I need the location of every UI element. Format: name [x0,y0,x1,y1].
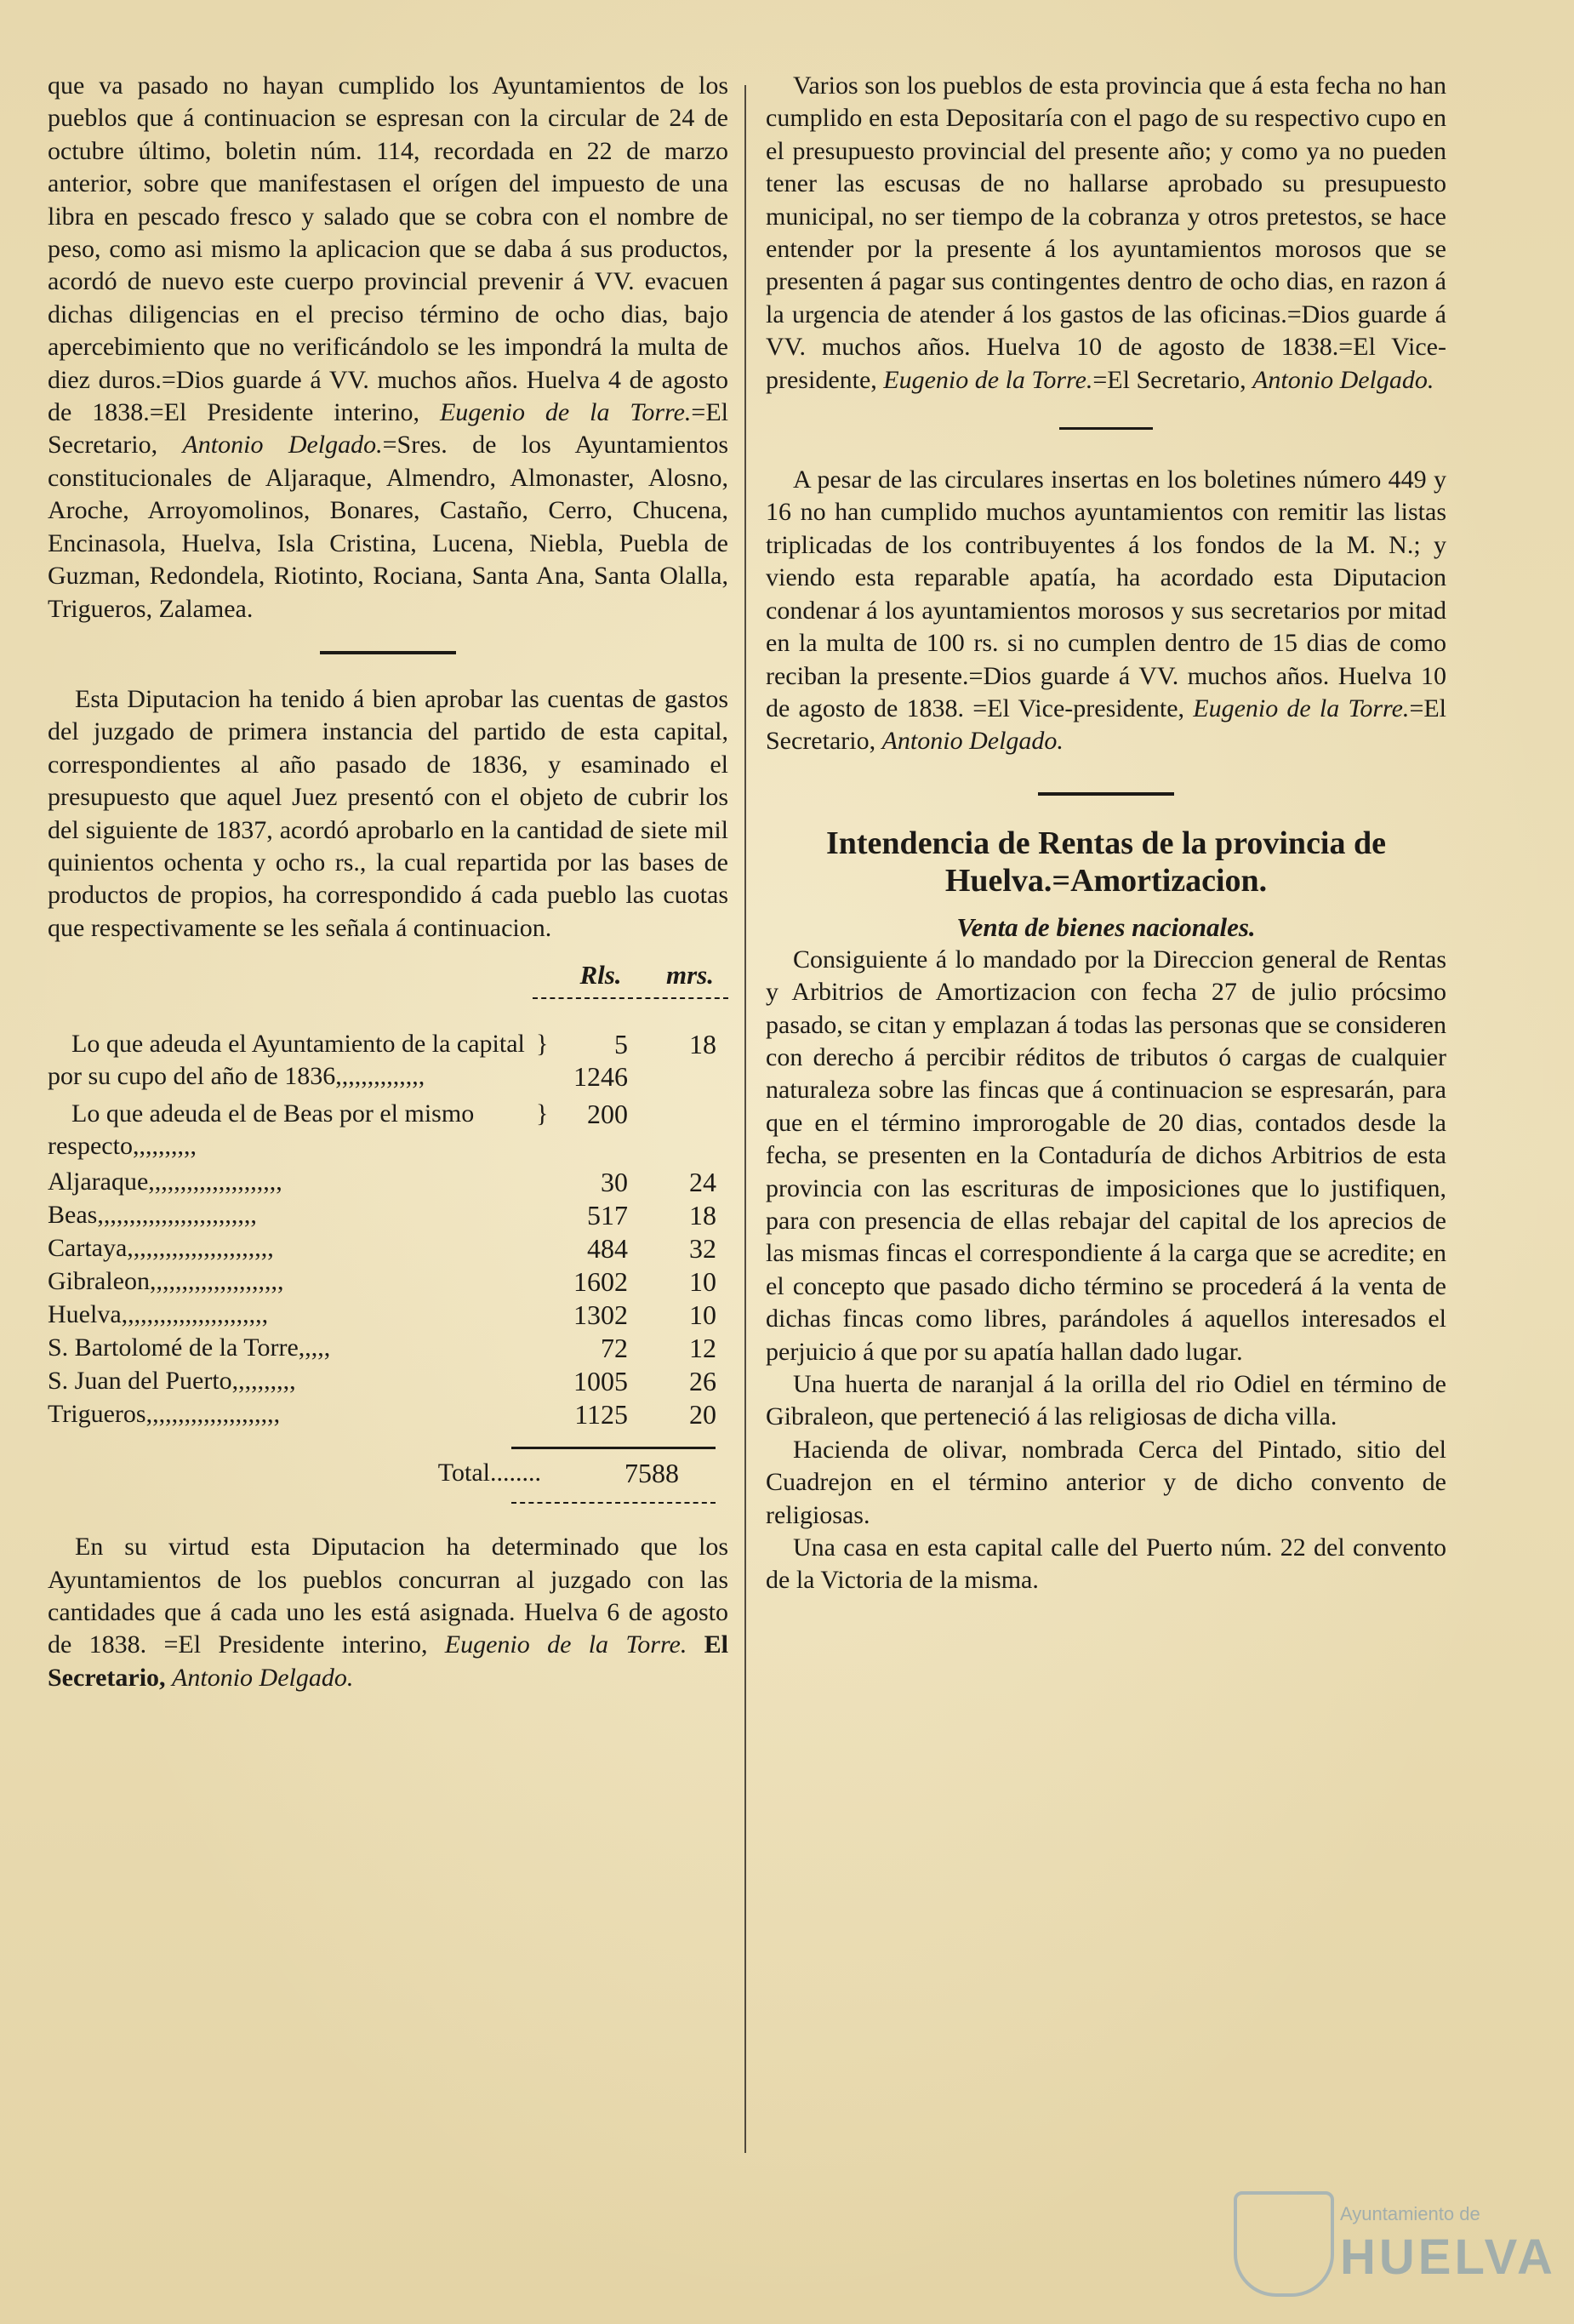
left-paragraph-3 [48,1531,728,1694]
watermark-line-1: Ayuntamiento de [1340,2203,1480,2224]
row-label: Trigueros,,,,,,,,,,,,,,,,,,,,, [48,1400,281,1429]
column-divider [744,85,746,2153]
right-p2-signature-vicepresident: Eugenio de la Torre. [1193,694,1410,722]
left-p3-mid-text: El Secretario, [48,1630,729,1692]
table-row-capital [48,1028,728,1093]
watermark-line-2: HUELVA [1340,2230,1556,2285]
right-p1-signature-secretary: Antonio Delgado. [1252,365,1434,394]
left-p3-signature-president: Eugenio de la Torre. [444,1630,687,1659]
right-p1-signature-vicepresident: Eugenio de la Torre. [883,365,1093,394]
row-rls [550,1028,652,1093]
row-rls-line-1: 5 [614,1029,628,1060]
left-p1-signature-president: Eugenio de la Torre. [439,398,692,427]
right-paragraph-1 [766,70,1446,397]
right-p1-text: Varios son los pueblos de esta provincia que á esta fecha no han cumplido en esta Depositaría con el pago de su respectivo cupo en el presupuesto provincial del presente año; y como ya no pueden tener las escusas de no hallarse aprobado su presupuesto municipal, no ser tiempo de la cobranza y otros pretestos, se hace entender por la presente á los ayuntamientos morosos que se presenten á pagar sus contingentes dentro de ocho dias, en razon á la urgencia de atender á los gastos de las oficinas.=Dios guarde á VV. muchos años. Huelva 10 de agosto de 1838.=El Vice-presidente, [766,71,1446,394]
row-mrs: 10 [689,1266,716,1298]
quota-table [48,960,728,1504]
right-paragraph-6: Una casa en esta capital calle del Puerto núm. 22 del convento de la Victoria de la misma. [766,1533,1446,1595]
row-rls-line-2: 1246 [573,1061,628,1093]
row-rls: 200 [587,1099,628,1130]
section-separator [1059,427,1153,430]
row-rls: 1302 [573,1299,628,1331]
row-mrs-line-2: 18 [689,1029,716,1060]
row-mrs: 32 [689,1233,716,1265]
table-row [48,1332,728,1365]
left-p1-signature-secretary: Antonio Delgado. [182,431,383,460]
row-label: Beas,,,,,,,,,,,,,,,,,,,,,,,,, [48,1201,257,1230]
row-rls: 1005 [573,1366,628,1397]
section-subheading: Venta de bienes nacionales. [956,911,1256,942]
row-mrs: 24 [689,1167,716,1198]
table-row [48,1398,728,1431]
left-paragraph-1 [48,70,728,625]
row-brace: } [536,1099,549,1128]
table-row [48,1265,728,1299]
table-row [48,1199,728,1232]
row-label: S. Bartolomé de la Torre,,,,, [48,1333,331,1362]
row-rls: 1125 [574,1399,628,1430]
left-paragraph-2: Esta Diputacion ha tenido á bien aprobar las cuentas de gastos del juzgado de primera instancia del partido de esta capital, correspondientes al año pasado de 1836, y esaminado el presupuesto que aquel Juez presentó con el objeto de cubrir los del siguiente de 1837, acordó aprobarlo en la cantidad de siete mil quinientos ochenta y ocho rs., la cual repartida por las bases de productos de propios, ha correspondido á cada pueblo las cuotas que respectivamente se les señala á continuacion. [48,684,728,942]
total-label: Total........ [437,1459,541,1487]
right-p2-text: A pesar de las circulares insertas en los boletines número 449 y 16 no han cumplido muchos ayuntamientos con remitir las listas triplicadas de los contribuyentes á los fondos de la M. N.; y viendo esta reparable apatía, ha acordado esta Diputacion condenar á los ayuntamientos morosos y sus secretarios por mitad en la multa de 100 rs. si no cumplen dentro de 15 dias de como reciban la presente.=Dios guarde á VV. muchos años. Huelva 10 de agosto de 1838. =El Vice-presidente, [766,465,1446,722]
header-rls: Rls. [579,960,622,991]
total-row [48,1456,728,1490]
row-label: Lo que adeuda el de Beas por el mismo respecto,,,,,,,,,, [48,1099,475,1161]
row-rls: 517 [587,1200,628,1231]
left-p1-mid-text: =El Secretario, [48,398,729,460]
right-column [766,70,1446,1597]
table-row [48,1232,728,1265]
total-rule-bottom [511,1502,716,1504]
total-value: 7588 [624,1458,679,1489]
table-row [48,1299,728,1332]
row-label: S. Juan del Puerto,,,,,,,,,, [48,1367,296,1396]
right-p1-mid-text: =El Secretario, [1092,365,1246,394]
archive-watermark [1234,2191,1556,2293]
right-paragraph-3: Consiguiente á lo mandado por la Direccion general de Rentas y Arbitrios de Amortizacion con fecha 27 de julio prócsimo pasado, se citan y emplazan á todas las personas que se consideren con derecho á percibir réditos de tributos ó cargas de cualquier naturaleza sobre las fincas que á continuacion se espresarán, para que en el término improrogable de 20 dias, contados desde la fecha, se presenten en la Contaduría de dichos Arbitrios de esta provincia con las escrituras de imposiciones que lo justifiquen, para con presencia de ellas rebajar del capital de los aprecios de las mismas fincas el correspondiente á la carga que se acredite; en el concepto que pasado dicho término se procederá á la venta de dichas fincas como libres, parándoles á aquellos interesados el perjuicio á que por su apatía hallan dado lugar. [766,945,1446,1366]
row-label: Cartaya,,,,,,,,,,,,,,,,,,,,,,, [48,1234,274,1263]
row-mrs: 10 [689,1299,716,1331]
section-heading: Intendencia de Rentas de la provincia de Huelva.=Amortizacion. [825,825,1386,899]
left-p3-text: En su virtud esta Diputacion ha determinado que los Ayuntamientos de los pueblos concurran al juzgado con las cantidades que á cada uno les está asignada. Huelva 6 de agosto de 1838. =El Presidente interino, [48,1533,728,1659]
row-rls: 30 [601,1167,628,1198]
section-separator [1038,792,1174,796]
row-rls: 1602 [573,1266,628,1298]
right-paragraph-5: Hacienda de olivar, nombrada Cerca del Pintado, sitio del Cuadrejon en el término anterior y de dicho convento de religiosas. [766,1435,1446,1529]
left-column [48,70,728,1694]
row-label: Gibraleon,,,,,,,,,,,,,,,,,,,,, [48,1267,284,1296]
row-brace: } [536,1030,549,1059]
row-mrs: 18 [689,1200,716,1231]
right-p2-signature-secretary: Antonio Delgado. [881,727,1064,756]
left-p3-signature-secretary: Antonio Delgado. [172,1663,354,1692]
right-paragraph-2 [766,464,1446,758]
row-mrs: 12 [689,1333,716,1364]
row-label: Huelva,,,,,,,,,,,,,,,,,,,,,,, [48,1300,269,1329]
header-mrs: mrs. [666,960,714,991]
city-shield-icon [1234,2191,1334,2297]
row-rls: 484 [587,1233,628,1265]
right-p2-mid-text: =El Secretario, [766,694,1447,756]
row-mrs [652,1028,728,1060]
left-p1-end-text: =Sres. de los Ayuntamientos constitucionales de Aljaraque, Almendro, Almonaster, Alosno, Aroche, Arroyomolinos, Bonares, Castaño, Cerro, Chucena, Encinasola, Huelva, Isla Cristina, Lucena, Niebla, Puebla de Guzman, Redondela, Riotinto, Rociana, Santa Ana, Santa Olalla, Trigueros, Zalamea. [48,431,729,623]
table-row-beas-cupo [48,1098,728,1162]
header-rule [533,997,728,999]
row-mrs: 20 [689,1399,716,1430]
row-mrs: 26 [689,1366,716,1397]
section-separator [320,651,456,654]
total-rule-top [511,1447,716,1449]
row-label: Lo que adeuda el Ayuntamiento de la capital por su cupo del año de 1836,,,,,,,,,,,,,, [48,1030,525,1091]
row-rls: 72 [601,1333,628,1364]
row-label: Aljaraque,,,,,,,,,,,,,,,,,,,,, [48,1168,282,1196]
table-row [48,1166,728,1199]
quota-table-header [48,960,728,997]
table-row [48,1365,728,1398]
right-paragraph-4: Una huerta de naranjal á la orilla del rio Odiel en término de Gibraleon, que perteneció á las religiosas de dicha villa. [766,1370,1446,1431]
left-p1-text: que va pasado no hayan cumplido los Ayuntamientos de los pueblos que á continuacion se espresan con la circular de 24 de octubre último, boletin núm. 114, recordada en 22 de marzo anterior, sobre que manifestasen el orígen del impuesto de una libra en pescado fresco y salado que se cobra con el nombre de peso, como asi mismo la aplicacion que se daba á sus productos, acordó de nuevo este cuerpo provincial prevenir á VV. evacuen dichas diligencias en el preciso término de ocho dias, bajo apercebimiento que no verificándolo se les impondrá la multa de diez duros.=Dios guarde á VV. muchos años. Huelva 4 de agosto de 1838.=El Presidente interino, [48,71,728,427]
